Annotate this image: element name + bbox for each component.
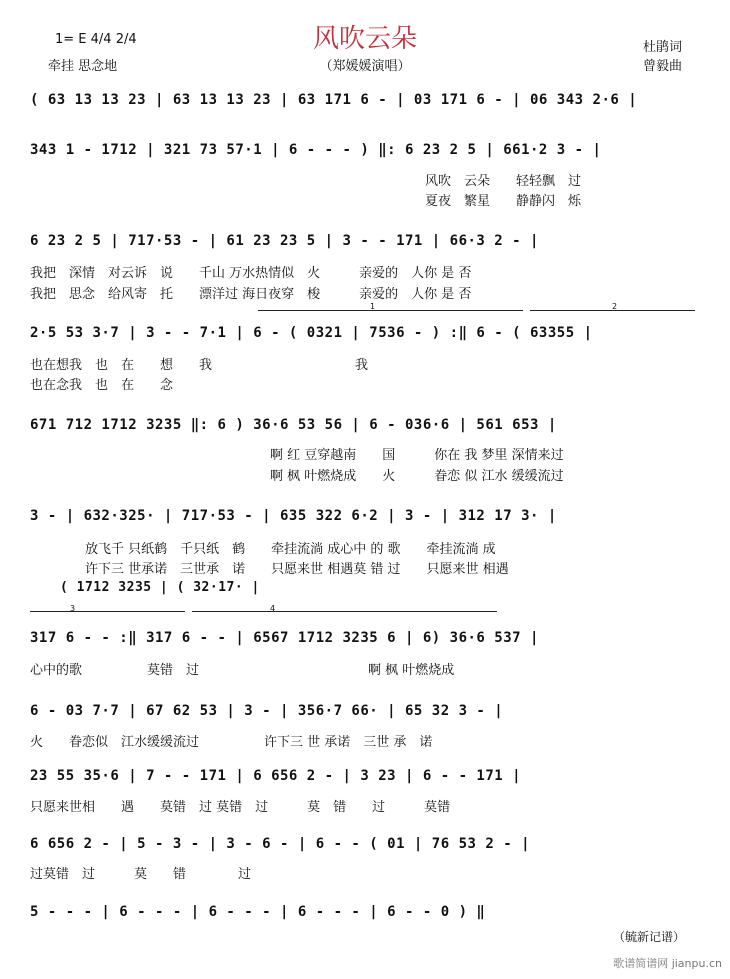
lyric-row-14: 过莫错 过 莫 错 过 [30, 867, 252, 882]
volta-bracket-1 [258, 310, 523, 311]
staff-row-10: 23 55 35·6 | 7 - - 171 | 6 656 2 - | 3 23 | 6 - - 171 | [30, 768, 522, 784]
staff-row-1: ( 63 13 13 23 | 63 13 13 23 | 63 171 6 - | 03 171 6 - | 06 343 2·6 | [30, 92, 638, 108]
staff-row-12: 5 - - - | 6 - - - | 6 - - - | 6 - - - | 6 - - 0 ) ‖ [30, 904, 486, 920]
staff-row-2: 343 1 - 1712 | 321 73 57·1 | 6 - - - ) ‖: 6 23 2 5 | 661·2 3 - | [30, 142, 602, 158]
volta-number-2: 2 [612, 302, 618, 311]
staff-row-7: ( 1712 3235 | ( 32·17· | [60, 580, 260, 595]
style-note: 牵挂 思念地 [48, 59, 118, 74]
volta-number-3: 3 [70, 604, 76, 613]
lyric-row-6: 也在念我 也 在 念 [30, 378, 174, 393]
song-title: 风吹云朵 [312, 24, 417, 54]
staff-row-11: 6 656 2 - | 5 - 3 - | 3 - 6 - | 6 - - ( 01 | 76 53 2 - | [30, 836, 531, 852]
staff-row-3: 6 23 2 5 | 717·53 - | 61 23 23 5 | 3 - - 171 | 66·3 2 - | [30, 233, 539, 249]
lyric-row-10: 许下三 世承诺 三世承 诺 只愿来世 相遇莫 错 过 只愿来世 相遇 [85, 562, 509, 577]
volta-bracket-3 [30, 611, 185, 612]
performer-subtitle: （郑媛媛演唱） [319, 59, 411, 74]
transcriber-credit: （毓新记谱） [612, 930, 685, 944]
volta-bracket-4 [192, 611, 497, 612]
lyric-row-13: 只愿来世相 遇 莫错 过 莫错 过 莫 错 过 莫错 [30, 800, 451, 815]
lyric-row-1: 风吹 云朵 轻轻飘 过 [425, 174, 582, 189]
lyric-row-11: 心中的歌 莫错 过 啊 枫 叶燃烧成 [30, 663, 455, 678]
key-signature: 1= E 4/4 2/4 [55, 32, 137, 47]
volta-number-4: 4 [270, 604, 276, 613]
lyric-row-9: 放飞千 只纸鹤 千只纸 鹤 牵挂流淌 成心中 的 歌 牵挂流淌 成 [85, 542, 496, 557]
lyricist-credit: 杜鹃词 [642, 40, 682, 55]
staff-row-5: 671 712 1712 3235 ‖: 6 ) 36·6 53 56 | 6 - 036·6 | 561 653 | [30, 417, 557, 433]
staff-row-6: 3 - | 632·325· | 717·53 - | 635 322 6·2 | 3 - | 312 17 3· | [30, 508, 557, 524]
lyric-row-5: 也在想我 也 在 想 我 我 [30, 358, 369, 373]
lyric-row-7: 啊 红 豆穿越南 国 你在 我 梦里 深情来过 [270, 448, 564, 463]
staff-row-4: 2·5 53 3·7 | 3 - - 7·1 | 6 - ( 0321 | 7536 - ) :‖ 6 - ( 63355 | [30, 325, 593, 341]
staff-row-8: 317 6 - - :‖ 317 6 - - | 6567 1712 3235 6 | 6) 36·6 537 | [30, 630, 539, 646]
lyric-row-12: 火 眷恋似 江水缓缓流过 许下三 世 承诺 三世 承 诺 [30, 735, 433, 750]
lyric-row-2: 夏夜 繁星 静静闪 烁 [425, 194, 582, 209]
site-watermark: 歌谱简谱网 jianpu.cn [613, 957, 722, 970]
lyric-row-8: 啊 枫 叶燃烧成 火 眷恋 似 江水 缓缓流过 [270, 469, 564, 484]
lyric-row-4: 我把 思念 给风寄 托 漂洋过 海日夜穿 梭 亲爱的 人你 是 否 [30, 287, 472, 302]
staff-row-9: 6 - 03 7·7 | 67 62 53 | 3 - | 356·7 66· | 65 32 3 - | [30, 703, 504, 719]
composer-credit: 曾毅曲 [642, 59, 682, 74]
volta-number-1: 1 [370, 302, 376, 311]
lyric-row-3: 我把 深情 对云诉 说 千山 万水热情似 火 亲爱的 人你 是 否 [30, 266, 472, 281]
